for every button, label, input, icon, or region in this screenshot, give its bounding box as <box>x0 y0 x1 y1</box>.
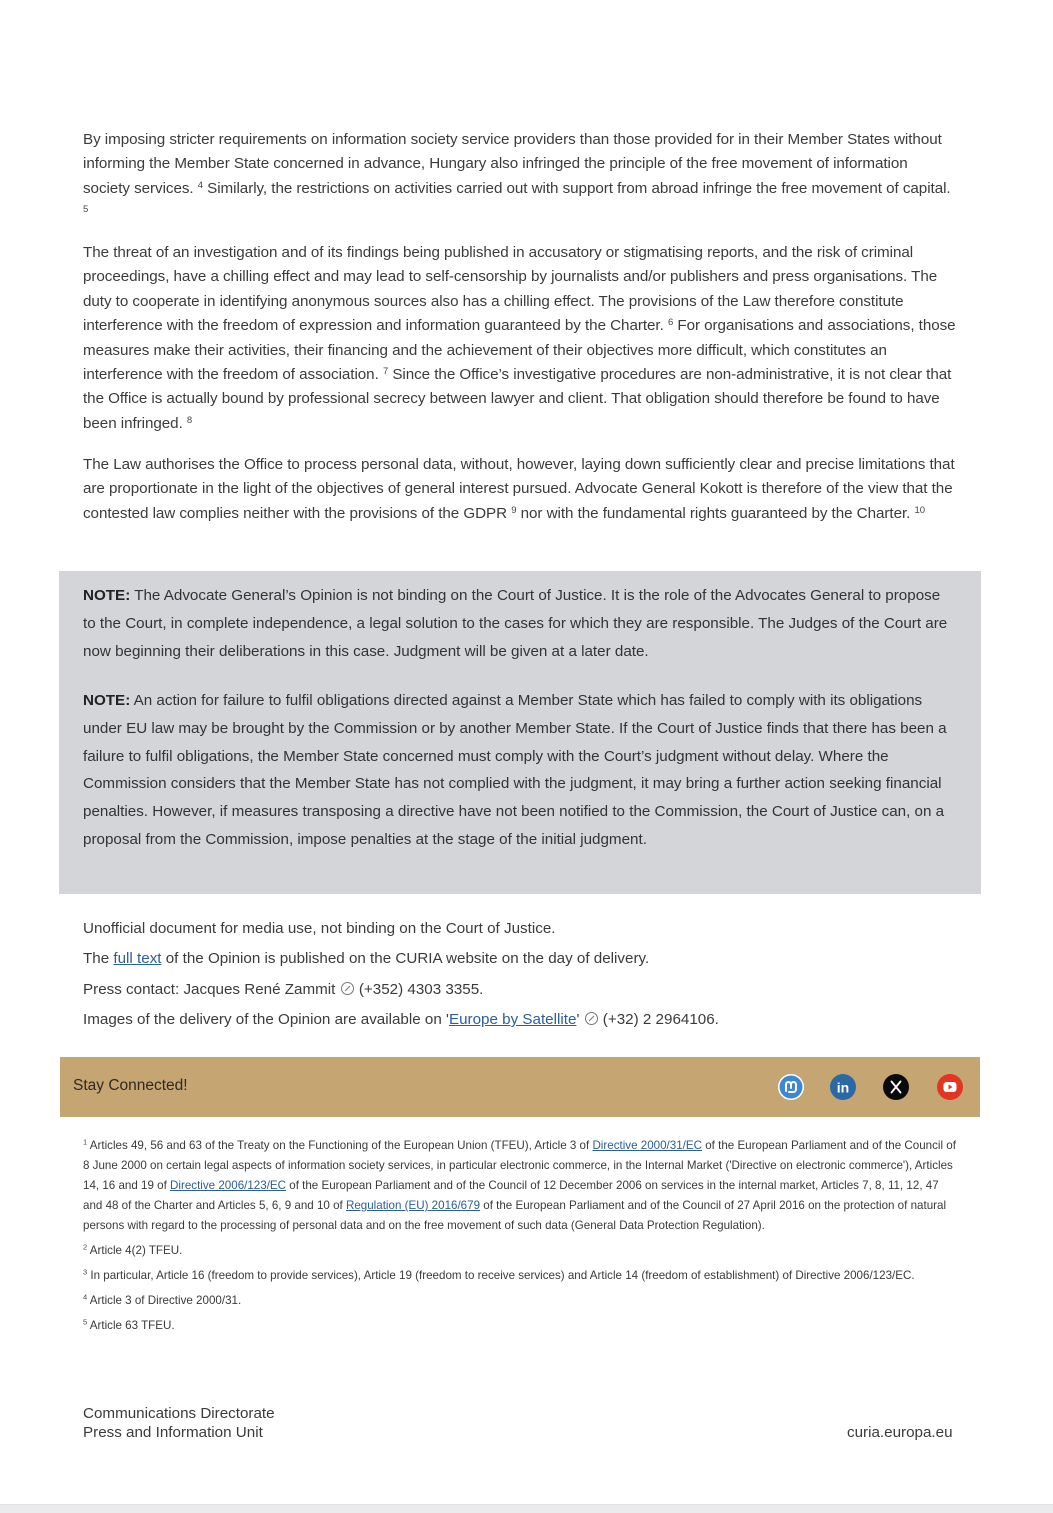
paragraph-personal-data <box>83 453 958 526</box>
footnote <box>83 1291 958 1311</box>
stay-connected-bar <box>60 1057 980 1117</box>
text-run: of the European Parliament and of the Council of 8 June 2000 on certain legal aspects of information society services, in particular electronic commerce, in the Internal Market ('Directive on electronic commerce'), Articles 14, 16 and 19 of <box>83 1139 956 1192</box>
mastodon-icon <box>778 1074 804 1100</box>
footnote-reference[interactable]: 5 <box>83 204 89 215</box>
text-run: Since the Office’s investigative procedures are non-administrative, it is not clear that the Office is actually bound by professional secrecy between lawyer and client. That obligation should therefore be found to have been infringed. <box>83 366 952 432</box>
text-run: Articles 49, 56 and 63 of the Treaty on the Functioning of the European Union (TFEU), Article 3 of <box>87 1139 593 1152</box>
paragraph-chilling-effect <box>83 241 958 436</box>
footnote-reference[interactable]: 8 <box>186 414 193 426</box>
text-run: The Law authorises the Office to process personal data, without, however, laying down sufficiently clear and precise limitations that are proportionate in the light of the objectives of general interest pursued. Advocate General Kokott is therefore of the view that the contested law complies neither with the provisions of the GDPR <box>83 456 955 522</box>
footnote-reference[interactable]: 9 <box>511 504 517 516</box>
mastodon-button[interactable] <box>778 1074 804 1100</box>
footnote <box>83 1316 958 1336</box>
footnote-number: 5 <box>83 1317 88 1327</box>
footnote-reference[interactable]: 10 <box>914 504 925 516</box>
text-run: Article 4(2) TFEU. <box>87 1244 183 1257</box>
notes-box <box>59 571 981 894</box>
images-line <box>83 1010 719 1030</box>
text-run: of the European Parliament and of the Council of 12 December 2006 on services in the internal market, Articles 7, 8, 11, 12, 47 and 48 of the Charter and Articles 5, 6, 9 and 10 of <box>83 1179 939 1212</box>
text-run: By imposing stricter requirements on information society service providers than those provided for in their Member States without informing the Member State concerned in advance, Hungary also infringed the principle of the free movement of information society services. <box>83 131 942 197</box>
footnote-reference[interactable]: 4 <box>197 179 203 191</box>
linkedin-button[interactable] <box>830 1074 856 1100</box>
footnote <box>83 1266 958 1286</box>
footer-unit: Press and Information Unit <box>83 1424 263 1441</box>
press-contact-name: Press contact: Jacques René Zammit <box>83 981 340 998</box>
note-label: NOTE: <box>83 587 131 604</box>
x-icon <box>883 1074 909 1100</box>
footnote-reference[interactable]: 6 <box>667 317 674 328</box>
footer-directorate: Communications Directorate <box>83 1405 275 1422</box>
x-button[interactable] <box>883 1074 909 1100</box>
images-prefix: Images of the delivery of the Opinion are available on ' <box>83 1011 449 1028</box>
text-run: nor with the fundamental rights guaranteed by the Charter. <box>516 504 915 522</box>
press-contact-line <box>83 980 483 1000</box>
stay-connected-label: Stay Connected! <box>73 1077 188 1094</box>
svg-text:in: in <box>836 1079 850 1096</box>
note-failure-to-fulfil <box>83 687 953 854</box>
reference-link[interactable]: Directive 2000/31/EC <box>592 1139 702 1152</box>
youtube-icon <box>937 1074 963 1100</box>
note-advocate-general <box>83 582 953 665</box>
images-suffix: ' <box>576 1011 584 1028</box>
text-run: The threat of an investigation and of its findings being published in accusatory or stigmatising reports, and the risk of criminal proceedings, have a chilling effect and may lead to self-censorship by journalists and/or publishers and press organisations. The duty to cooperate in identifying anonymous sources also has a chilling effect. The provisions of the Law therefore constitute interference with the freedom of expression and information guaranteed by the Charter. <box>83 244 938 335</box>
phone-icon <box>341 982 354 995</box>
footnote-number: 3 <box>83 1267 88 1277</box>
footnotes <box>83 1136 958 1341</box>
note-label: NOTE: <box>83 692 131 709</box>
text-run: Article 3 of Directive 2000/31. <box>87 1294 242 1307</box>
linkedin-icon <box>830 1074 856 1100</box>
full-text-line <box>83 949 649 969</box>
europe-by-satellite-link[interactable]: Europe by Satellite <box>448 1011 577 1028</box>
full-text-prefix: The <box>83 950 114 967</box>
footnote <box>83 1136 958 1236</box>
footnote-number: 4 <box>83 1292 88 1302</box>
reference-link[interactable]: Regulation (EU) 2016/679 <box>345 1199 481 1212</box>
phone-icon <box>585 1012 598 1025</box>
footnote <box>83 1241 958 1261</box>
note-text: An action for failure to fulfil obligations directed against a Member State which has failed to comply with its obligations under EU law may be brought by the Commission or by another Member State. If the Court of Justice finds that there has been a failure to fulfil obligations, the Member State concerned must comply with the Court’s judgment without delay. Where the Commission considers that the Member State has not complied with the judgment, it may bring a further action seeking financial penalties. However, if measures transposing a directive have not been notified to the Commission, the Court of Justice can, on a proposal from the Commission, impose penalties at the stage of the initial judgment. <box>83 692 947 848</box>
press-contact-phone: (+352) 4303 3355. <box>354 981 484 998</box>
page-bottom-edge <box>0 1504 1053 1513</box>
full-text-link[interactable]: full text <box>113 950 162 967</box>
footer-website: curia.europa.eu <box>847 1424 953 1441</box>
text-run: Article 63 TFEU. <box>87 1319 175 1332</box>
full-text-suffix: of the Opinion is published on the CURIA website on the day of delivery. <box>161 950 650 967</box>
footnote-number: 2 <box>83 1242 88 1252</box>
text-run: For organisations and associations, those measures make their activities, their financing and the achievement of their objectives more difficult, which constitutes an interference with the freedom of association. <box>83 317 956 384</box>
images-phone: (+32) 2 2964106. <box>598 1011 719 1028</box>
text-run: Similarly, the restrictions on activities carried out with support from abroad infringe the free movement of capital. <box>202 179 951 197</box>
unofficial-notice: Unofficial document for media use, not binding on the Court of Justice. <box>83 920 556 937</box>
paragraph-free-movement <box>83 128 958 226</box>
note-text: The Advocate General’s Opinion is not binding on the Court of Justice. It is the role of the Advocates General to propose to the Court, in complete independence, a legal solution to the cases for which they are responsible. The Judges of the Court are now beginning their deliberations in this case. Judgment will be given at a later date. <box>83 587 948 660</box>
footer-organisation <box>83 1404 275 1442</box>
text-run: of the European Parliament and of the Council of 27 April 2016 on the protection of natural persons with regard to the processing of personal data and on the free movement of such data (General Data Protection Regulation). <box>83 1199 947 1232</box>
reference-link[interactable]: Directive 2006/123/EC <box>170 1179 287 1192</box>
footnote-number: 1 <box>83 1137 88 1147</box>
footnote-reference[interactable]: 7 <box>382 365 389 377</box>
youtube-button[interactable] <box>937 1074 963 1100</box>
text-run: In particular, Article 16 (freedom to provide services), Article 19 (freedom to receive services) and Article 14 (freedom of establishment) of Directive 2006/123/EC. <box>87 1269 915 1282</box>
